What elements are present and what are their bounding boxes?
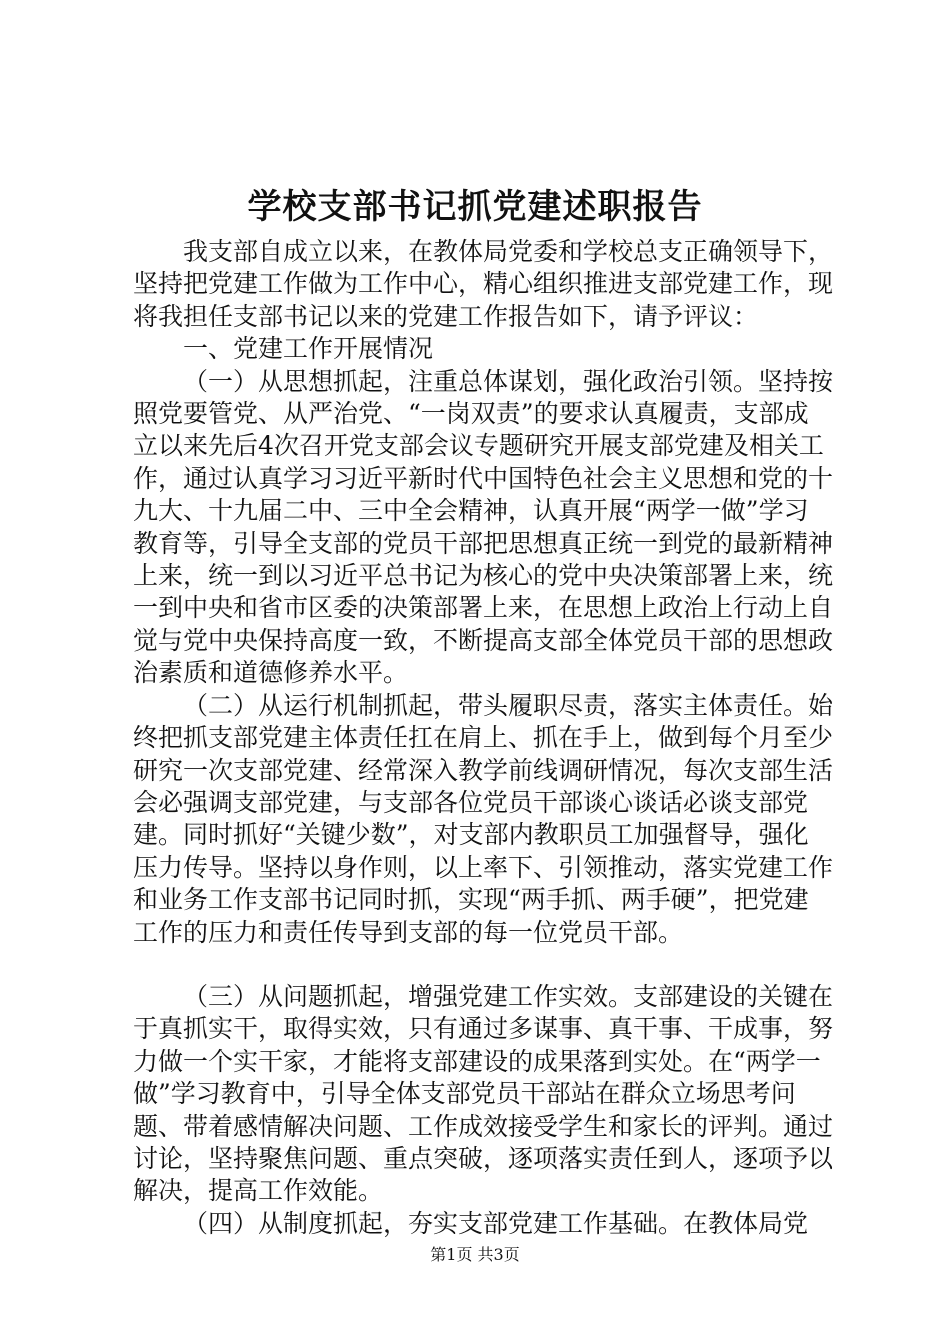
page-footer: 第1页 共3页 [430,1245,520,1264]
section-heading: 一、党建工作开展情况 [183,334,434,364]
paragraph-2: （二）从运行机制抓起，带头履职尽责，落实主体责任。始终把抓支部党建主体责任扛在肩上、抓在手上，做到每个月至少研究一次支部党建、经常深入教学前线调研情况，每次支部生活会必强调支部党建，与支部各位党员干部谈心谈话必谈支部党建。同时抓好“关键少数”，对支部内教职员工加强督导，强化压力传导。坚持以身作则，以上率下、引领推动，落实党建工作和业务工作支部书记同时抓，实现“两手抓、两手硬”，把党建工作的压力和责任传导到支部的每一位党员干部。 [133,690,834,947]
document-title: 学校支部书记抓党建述职报告 [247,187,703,227]
paragraph-3: （三）从问题抓起，增强党建工作实效。支部建设的关键在于真抓实干，取得实效，只有通过多谋事、真干事、干成事，努力做一个实干家，才能将支部建设的成果落到实处。在“两学一做”学习教育中，引导全体支部党员干部站在群众立场思考问题、带着感情解决问题、工作成效接受学生和家长的评判。通过讨论，坚持聚焦问题、重点突破，逐项落实责任到人，逐项予以解决，提高工作效能。 [133,981,834,1206]
document-body [133,236,833,1240]
paragraph-1: （一）从思想抓起，注重总体谋划，强化政治引领。坚持按照党要管党、从严治党、“一岗双责”的要求认真履责，支部成立以来先后4次召开党支部会议专题研究开展支部党建及相关工作，通过认真学习习近平新时代中国特色社会主义思想和党的十九大、十九届二中、三中全会精神，认真开展“两学一做”学习教育等，引导全支部的党员干部把思想真正统一到党的最新精神上来，统一到以习近平总书记为核心的党中央决策部署上来，统一到中央和省市区委的决策部署上来，在思想上政治上行动上自觉与党中央保持高度一致，不断提高支部全体党员干部的思想政治素质和道德修养水平。 [133,366,834,688]
intro-paragraph: 我支部自成立以来，在教体局党委和学校总支正确领导下，坚持把党建工作做为工作中心，精心组织推进支部党建工作，现将我担任支部书记以来的党建工作报告如下，请予评议： [133,237,834,331]
paragraph-4: （四）从制度抓起，夯实支部党建工作基础。在教体局党 [183,1208,809,1238]
